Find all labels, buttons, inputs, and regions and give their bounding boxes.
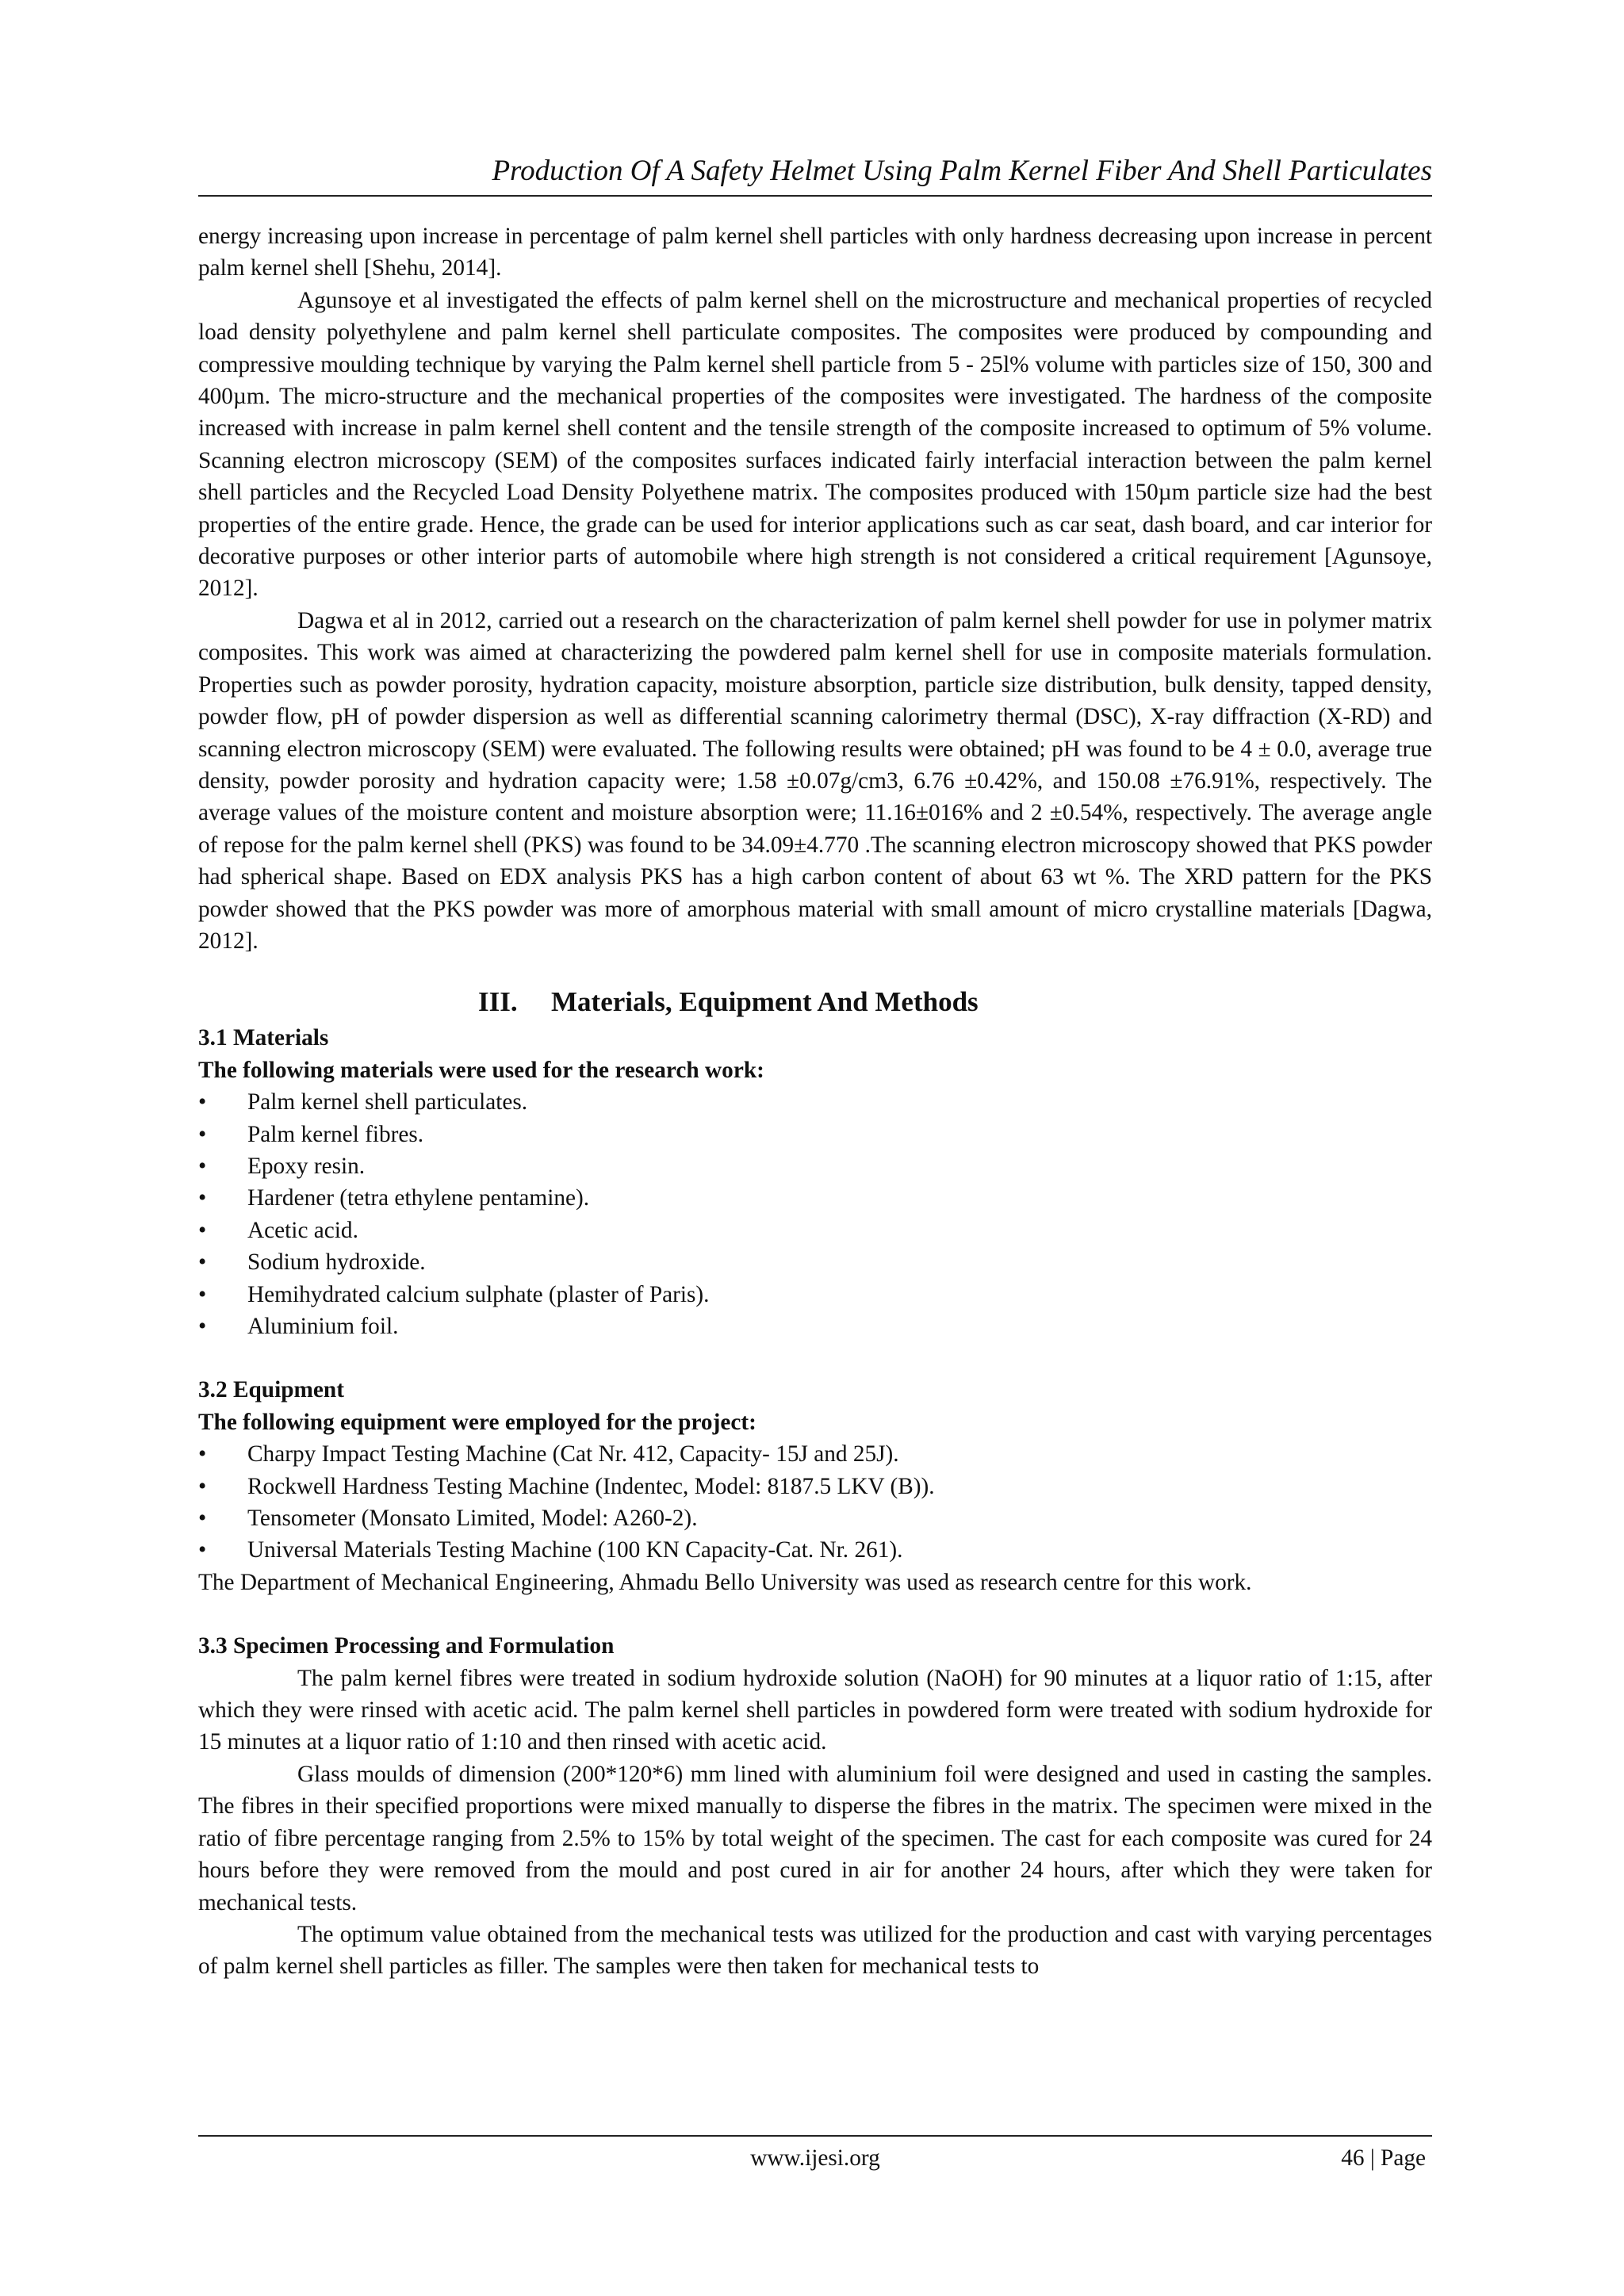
materials-heading: 3.1 Materials <box>198 1025 329 1051</box>
list-item: • Charpy Impact Testing Machine (Cat Nr. 412, Capacity- 15J and 25J). <box>198 1438 1432 1470</box>
processing-paragraph: The palm kernel fibres were treated in sodium hydroxide solution (NaOH) for 90 minutes at a liquor ratio of 1:15, after which they were rinsed with acetic acid. The palm kernel shell particles in powdered form were treated with sodium hydroxide for 15 minutes at a liquor ratio of 1:10 and then rinsed with acetic acid. <box>198 1665 1432 1755</box>
section-numeral: III. <box>478 986 518 1018</box>
section-title: Materials, Equipment And Methods <box>551 986 979 1018</box>
paragraph-continuation: energy increasing upon increase in percentage of palm kernel shell particles with only hardness decreasing upon increase in percent palm kernel shell [Shehu, 2014]. <box>198 224 1432 281</box>
list-item: • Universal Materials Testing Machine (100 KN Capacity-Cat. Nr. 261). <box>198 1534 1432 1566</box>
equipment-intro: The following equipment were employed for the project: <box>198 1409 756 1435</box>
list-item: • Acetic acid. <box>198 1215 1432 1246</box>
article-body <box>198 220 1432 1983</box>
list-item: • Palm kernel fibres. <box>198 1119 1432 1150</box>
equipment-note: The Department of Mechanical Engineering, Ahmadu Bello University was used as research centre for this work. <box>198 1569 1252 1595</box>
page-footer <box>198 2142 1432 2174</box>
list-item: • Hemihydrated calcium sulphate (plaster of Paris). <box>198 1279 1432 1311</box>
processing-heading: 3.3 Specimen Processing and Formulation <box>198 1633 615 1659</box>
materials-list <box>198 1086 1432 1342</box>
section-heading <box>198 985 1432 1020</box>
materials-intro: The following materials were used for the research work: <box>198 1057 764 1083</box>
list-item: • Epoxy resin. <box>198 1150 1432 1182</box>
footer-rule <box>198 2135 1432 2137</box>
processing-paragraph: Glass moulds of dimension (200*120*6) mm lined with aluminium foil were designed and used in casting the samples. The fibres in their specified proportions were mixed manually to disperse the fibres in the matrix. The specimen were mixed in the ratio of fibre percentage ranging from 2.5% to 15% by total weight of the specimen. The cast for each composite was cured for 24 hours before they were removed from the mould and post cured in air for another 24 hours, after which they were taken for mechanical tests. <box>198 1761 1432 1915</box>
equipment-heading: 3.2 Equipment <box>198 1377 344 1403</box>
list-item: • Hardener (tetra ethylene pentamine). <box>198 1182 1432 1214</box>
list-item: • Aluminium foil. <box>198 1311 1432 1342</box>
list-item: • Tensometer (Monsato Limited, Model: A260-2). <box>198 1502 1432 1534</box>
running-header-title: Production Of A Safety Helmet Using Palm Kernel Fiber And Shell Particulates <box>492 155 1432 187</box>
processing-paragraph: The optimum value obtained from the mechanical tests was utilized for the production and cast with varying percentages of palm kernel shell particles as filler. The samples were then taken for mechanical tests to <box>198 1921 1432 1980</box>
footer-page-number: 46 | Page <box>1341 2145 1426 2171</box>
header-rule <box>198 195 1432 197</box>
paragraph-agunsoye: Agunsoye et al investigated the effects of palm kernel shell on the microstructure and mechanical properties of recycled load density polyethylene and palm kernel shell particulate composites. The composites were produced by compounding and compressive moulding technique by varying the Palm kernel shell particle from 5 - 25l% volume with particles size of 150, 300 and 400µm. The micro-structure and the mechanical properties of the composites were investigated. The hardness of the composite increased with increase in palm kernel shell content and the tensile strength of the composite increased to optimum of 5% volume. Scanning electron microscopy (SEM) of the composites surfaces indicated fairly interfacial interaction between the palm kernel shell particles and the Recycled Load Density Polyethene matrix. The composites produced with 150µm particle size had the best properties of the entire grade. Hence, the grade can be used for interior applications such as car seat, dash board, and car interior for decorative purposes or other interior parts of automobile where high strength is not considered a critical requirement [Agunsoye, 2012]. <box>198 287 1432 602</box>
equipment-list <box>198 1438 1432 1567</box>
list-item: • Sodium hydroxide. <box>198 1246 1432 1278</box>
paragraph-dagwa: Dagwa et al in 2012, carried out a research on the characterization of palm kernel shell powder for use in polymer matrix composites. This work was aimed at characterizing the powdered palm kernel shell for use in composite materials formulation. Properties such as powder porosity, hydration capacity, moisture absorption, particle size distribution, bulk density, tapped density, powder flow, pH of powder dispersion as well as differential scanning calorimetry thermal (DSC), X-ray diffraction (X-RD) and scanning electron microscopy (SEM) were evaluated. The following results were obtained; pH was found to be 4 ± 0.0, average true density, powder porosity and hydration capacity were; 1.58 ±0.07g/cm3, 6.76 ±0.42%, and 150.08 ±76.91%, respectively. The average values of the moisture content and moisture absorption were; 11.16±016% and 2 ±0.54%, respectively. The average angle of repose for the palm kernel shell (PKS) was found to be 34.09±4.770 .The scanning electron microscopy showed that PKS powder had spherical shape. Based on EDX analysis PKS has a high carbon content of about 63 wt %. The XRD pattern for the PKS powder showed that the PKS powder was more of amorphous material with small amount of micro crystalline materials [Dagwa, 2012]. <box>198 607 1432 954</box>
list-item: • Rockwell Hardness Testing Machine (Indentec, Model: 8187.5 LKV (B)). <box>198 1471 1432 1502</box>
list-item: • Palm kernel shell particulates. <box>198 1086 1432 1118</box>
footer-site-link[interactable]: www.ijesi.org <box>750 2145 880 2171</box>
